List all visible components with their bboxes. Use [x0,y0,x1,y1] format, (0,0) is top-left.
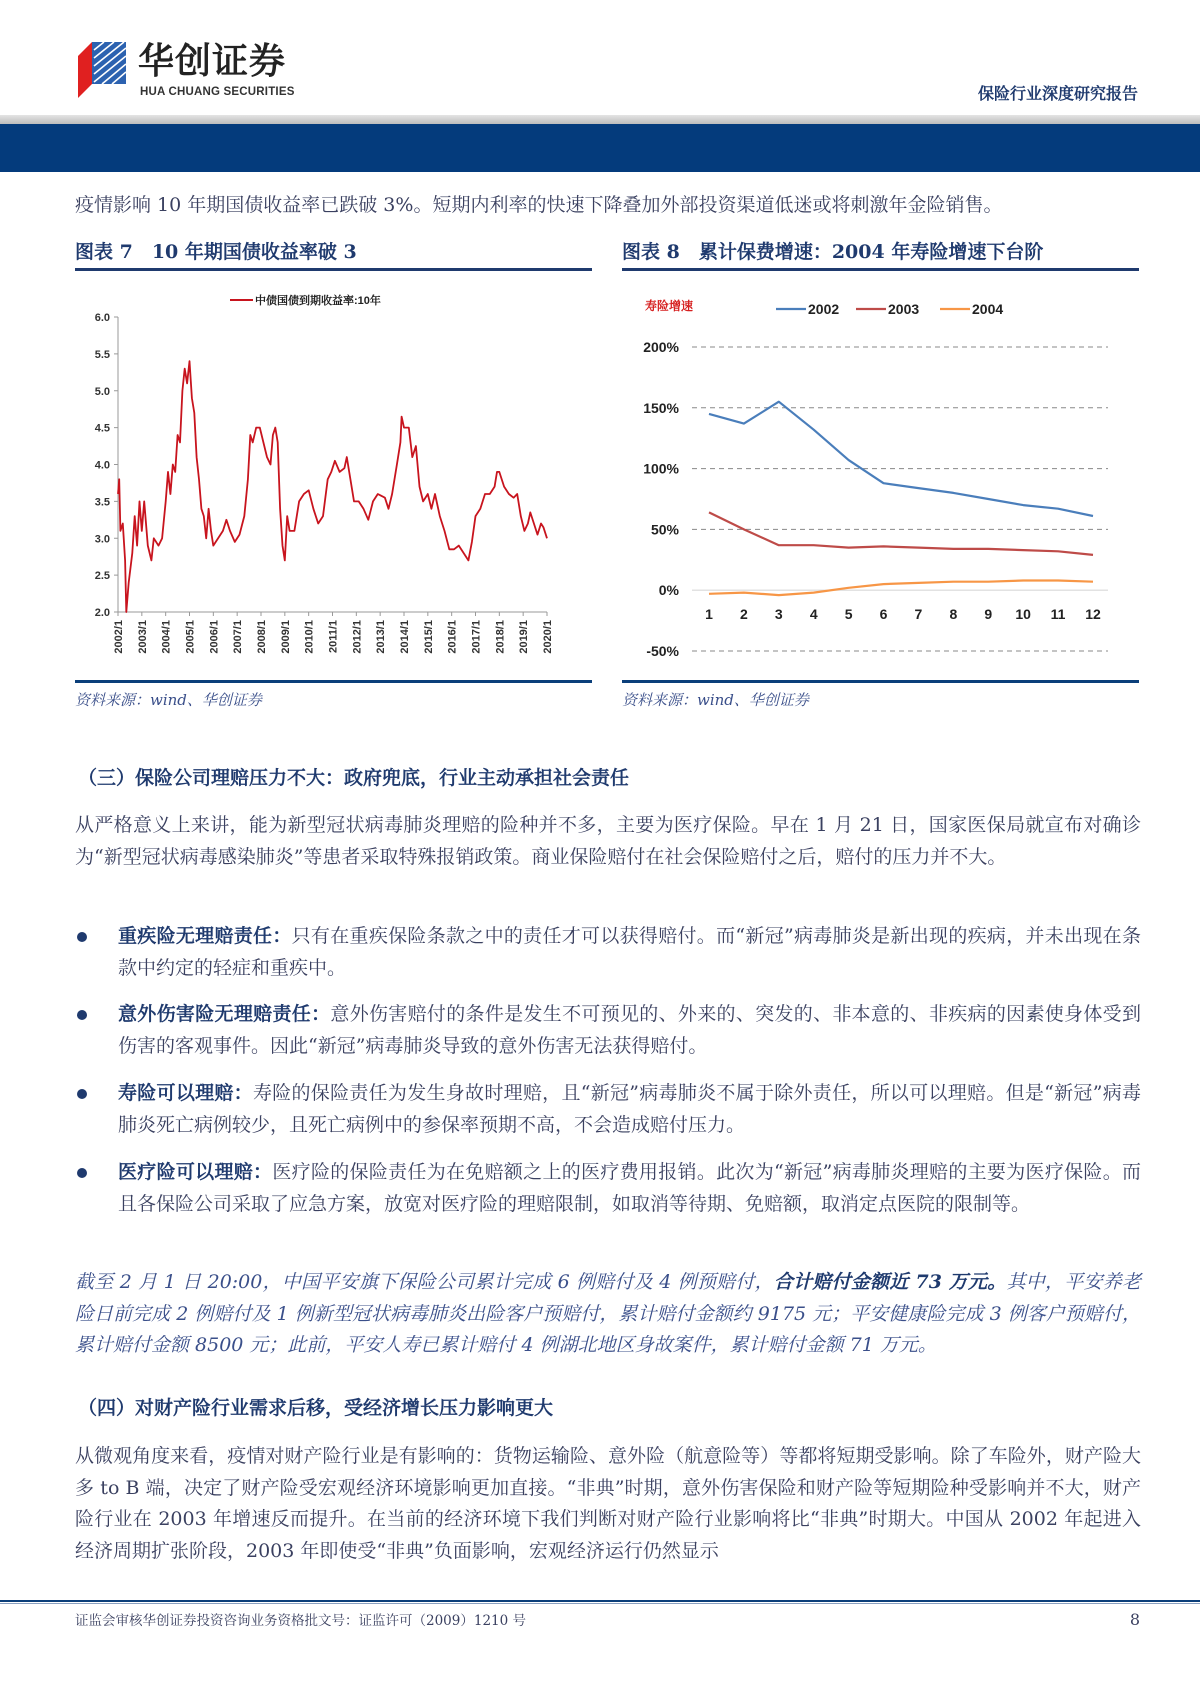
series-line-2004 [709,581,1093,596]
x-tick-label: 2008/1 [256,620,268,654]
figure-7-bottom-rule [75,680,592,683]
x-tick-label: 6 [879,606,888,623]
x-tick-label: 2016/1 [446,620,459,654]
bullet-item [75,921,1141,984]
bullet-dot-icon [77,1010,87,1020]
x-tick-label: 11 [1050,606,1066,623]
x-tick-label: 3 [774,606,783,623]
claims-note-highlight: 合计赔付金额近 73 万元。 [773,1271,1007,1293]
x-tick-label: 2004/1 [160,620,173,654]
y-tick-label: 3.5 [94,496,110,509]
x-tick-label: 2014/1 [399,620,411,654]
section-4-paragraph: 从微观角度来看，疫情对财产险行业是有影响的：货物运输险、意外险（航意险等）等都将短期受影响。除了车险外，财产险大多 to B 端，决定了财产险受宏观经济环境影响更加直接。“非典”时期，意外伤害保险和财产险等短期险种受影响并不大，财产险行业在 2003 年增速反而提升。在当前的经济环境下我们判断对财产险行业影响将比“非典”时期大。中国从 2002 年起进入经济周期扩张阶段，2003 年即使受“非典”负面影响，宏观经济运行仍然显示 [75,1445,1141,1562]
footer-divider [0,1600,1200,1604]
logo-mark-icon [78,42,126,98]
legend-label: 2002 [808,301,840,317]
x-tick-label: 12 [1085,606,1101,623]
y-tick-label: 50% [650,521,679,538]
bond-yield-chart [60,280,600,680]
figure-7-source: 资料来源：wind、华创证券 [75,691,262,709]
y-tick-label: 5.5 [94,348,110,361]
y-tick-label: 0% [658,582,679,599]
x-tick-label: 2013/1 [375,620,388,654]
legend-label: 中债国债到期收益率:10年 [255,295,381,307]
x-tick-label: 9 [984,606,993,623]
x-tick-label: 2005/1 [184,620,197,654]
y-tick-label: 2.0 [94,607,110,619]
x-tick-label: 5 [844,606,853,623]
yield-series-line [118,361,547,612]
x-tick-label: 2018/1 [494,620,507,654]
legend-label: 2003 [888,301,920,317]
bullet-dot-icon [77,1089,87,1099]
claims-note-pre: 截至 2 月 1 日 20:00，中国平安旗下保险公司累计完成 6 例赔付及 4 例预赔付， [75,1271,774,1293]
y-tick-label: -50% [646,643,679,659]
y-tick-label: 4.5 [94,422,110,435]
y-tick-label: 4.0 [94,459,110,472]
x-tick-label: 2019/1 [518,620,531,654]
x-tick-label: 10 [1015,606,1031,623]
x-tick-label: 8 [949,606,958,623]
x-tick-label: 1 [705,606,713,623]
figure-7-title: 图表 7 10 年期国债收益率破 3 [75,241,357,263]
x-tick-label: 2009/1 [279,620,292,654]
bullet-item [75,1157,1141,1220]
x-tick-label: 2011/1 [327,620,340,654]
x-tick-label: 2003/1 [136,620,149,654]
claims-note-post: 其中，平安养老险日前完成 2 例赔付及 1 例新型冠状病毒肺炎出险客户预赔付，累计赔付金额约 9175 元；平安健康险完成 3 例客户预赔付，累计赔付金额 8500 元；此前，平安人寿已累计赔付 4 例湖北地区身故案件，累计赔付金额 71 万元。 [75,1271,1141,1356]
y-tick-label: 6.0 [94,312,110,324]
x-tick-label: 2017/1 [470,620,483,654]
bullet-text: 意外伤害赔付的条件是发生不可预见的、外来的、突发的、非本意的、非疾病的因素使身体受到伤害的客观事件。因此“新冠”病毒肺炎导致的意外伤害无法获得赔付。 [118,1003,1141,1057]
section-4-heading: （四）对财产险行业需求后移，受经济增长压力影响更大 [78,1397,554,1419]
premium-growth-chart [610,280,1150,680]
page-number: 8 [1129,1610,1140,1629]
y-tick-label: 200% [643,339,679,355]
report-type: 保险行业深度研究报告 [977,84,1138,103]
chart-title: 寿险增速 [645,299,694,313]
header-divider [0,115,1200,124]
legend-label: 2004 [972,301,1004,317]
y-tick-label: 3.0 [94,533,110,546]
y-tick-label: 100% [643,460,679,477]
figure-8-rule [622,268,1139,271]
section-3-heading: （三）保险公司理赔压力不大：政府兜底，行业主动承担社会责任 [78,767,630,789]
logo-text: 华创证券 [138,41,287,82]
bullet-label: 重疾险无理赔责任： [118,925,292,947]
figure-8-bottom-rule [622,680,1139,683]
series-line-2003 [709,512,1093,555]
bullet-label: 寿险可以理赔： [118,1082,253,1104]
bullet-dot-icon [77,1168,87,1178]
header-band [0,124,1200,172]
x-tick-label: 2 [740,606,748,623]
x-tick-label: 2010/1 [303,620,316,654]
series-line-2002 [709,402,1093,516]
x-tick-label: 7 [914,606,923,623]
section-3-paragraph: 从严格意义上来讲，能为新型冠状病毒肺炎理赔的险种并不多，主要为医疗保险。早在 1 月 21 日，国家医保局就宣布对确诊为“新型冠状病毒感染肺炎”等患者采取特殊报销政策。商业保险赔付在社会保险赔付之后，赔付的压力并不大。 [75,814,1141,868]
intro-paragraph: 疫情影响 10 年期国债收益率已跌破 3%。短期内利率的快速下降叠加外部投资渠道低迷或将刺激年金险销售。 [75,194,1003,216]
y-tick-label: 2.5 [94,570,110,583]
y-tick-label: 5.0 [94,385,110,398]
bullet-text: 医疗险的保险责任为在免赔额之上的医疗费用报销。此次为“新冠”病毒肺炎理赔的主要为医疗保险。而且各保险公司采取了应急方案，放宽对医疗险的理赔限制，如取消等待期、免赔额，取消定点医院的限制等。 [118,1161,1141,1215]
bullet-item [75,999,1141,1062]
x-tick-label: 2015/1 [422,620,435,654]
bullet-label: 意外伤害险无理赔责任： [118,1003,331,1025]
footer-license: 证监会审核华创证券投资咨询业务资格批文号：证监许可（2009）1210 号 [75,1613,527,1629]
y-tick-label: 150% [643,399,679,416]
x-tick-label: 2020/1 [542,620,554,654]
bullet-label: 医疗险可以理赔： [118,1161,273,1183]
bullet-text: 寿险的保险责任为发生身故时理赔，且“新冠”病毒肺炎不属于除外责任，所以可以理赔。但是“新冠”病毒肺炎死亡病例较少，且死亡病例中的参保率预期不高，不会造成赔付压力。 [118,1082,1141,1136]
figure-8-source: 资料来源：wind、华创证券 [622,691,809,709]
claims-note [75,1267,1141,1362]
x-tick-label: 2006/1 [208,620,221,654]
x-tick-label: 4 [809,606,818,623]
x-tick-label: 2007/1 [232,620,245,654]
x-tick-label: 2002/1 [113,620,125,654]
figure-8-title: 图表 8 累计保费增速：2004 年寿险增速下台阶 [622,241,1044,263]
bullet-dot-icon [77,932,87,942]
bullet-item [75,1078,1141,1141]
bullet-text: 只有在重疾保险条款之中的责任才可以获得赔付。而“新冠”病毒肺炎是新出现的疾病，并未出现在条款中约定的轻症和重疾中。 [118,925,1141,979]
logo-subtext: HUA CHUANG SECURITIES [140,86,295,98]
x-tick-label: 2012/1 [351,620,364,654]
figure-7-rule [75,268,592,271]
